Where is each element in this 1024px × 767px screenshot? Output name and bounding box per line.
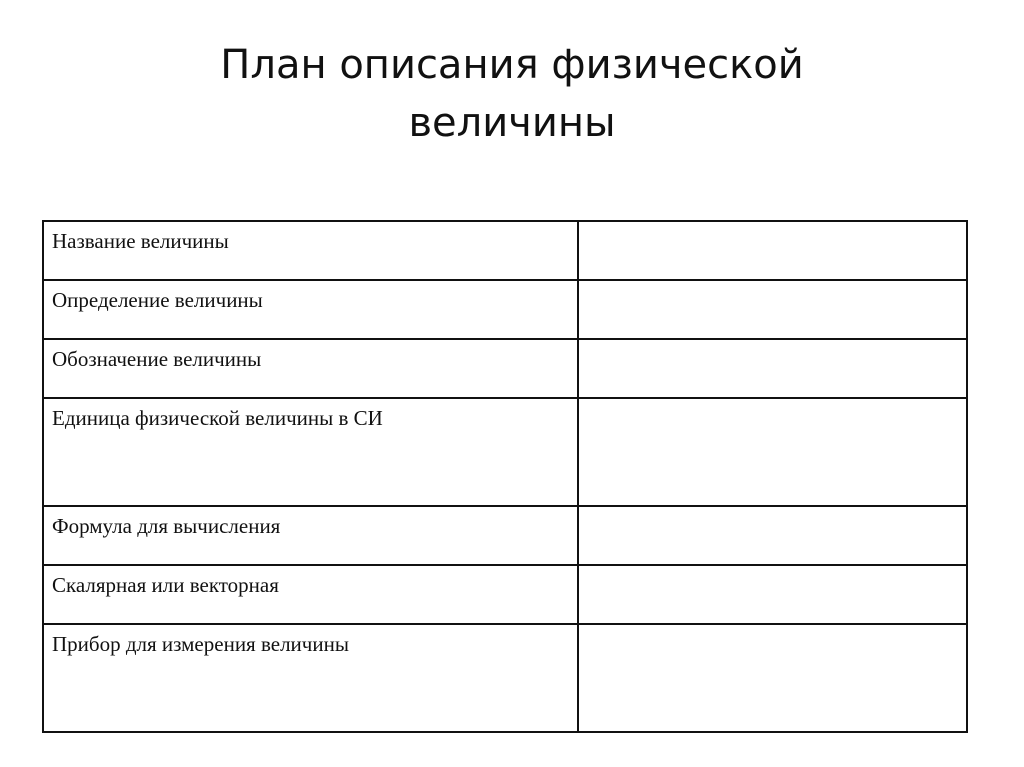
- slide-title-line-2: величины: [408, 100, 616, 146]
- row-value-scalar-vector: [578, 565, 967, 624]
- slide-title-line-1: План описания физической: [220, 42, 804, 88]
- row-label-symbol: Обозначение величины: [43, 339, 578, 398]
- row-value-si-unit: [578, 398, 967, 506]
- table-row-si-unit: [43, 398, 967, 506]
- row-label-formula: Формула для вычисления: [43, 506, 578, 565]
- row-value-formula: [578, 506, 967, 565]
- row-label-si-unit: Единица физической величины в СИ: [43, 398, 578, 506]
- table-row-name: [43, 221, 967, 280]
- row-label-instrument: Прибор для измерения величины: [43, 624, 578, 732]
- row-value-symbol: [578, 339, 967, 398]
- description-plan-table: [42, 220, 968, 733]
- slide-title: [0, 36, 1024, 152]
- table-row-formula: [43, 506, 967, 565]
- row-value-instrument: [578, 624, 967, 732]
- table-row-instrument: [43, 624, 967, 732]
- table-row-symbol: [43, 339, 967, 398]
- row-label-definition: Определение величины: [43, 280, 578, 339]
- row-label-scalar-vector: Скалярная или векторная: [43, 565, 578, 624]
- row-value-definition: [578, 280, 967, 339]
- row-label-name: Название величины: [43, 221, 578, 280]
- table-row-definition: [43, 280, 967, 339]
- row-value-name: [578, 221, 967, 280]
- table-row-scalar-vector: [43, 565, 967, 624]
